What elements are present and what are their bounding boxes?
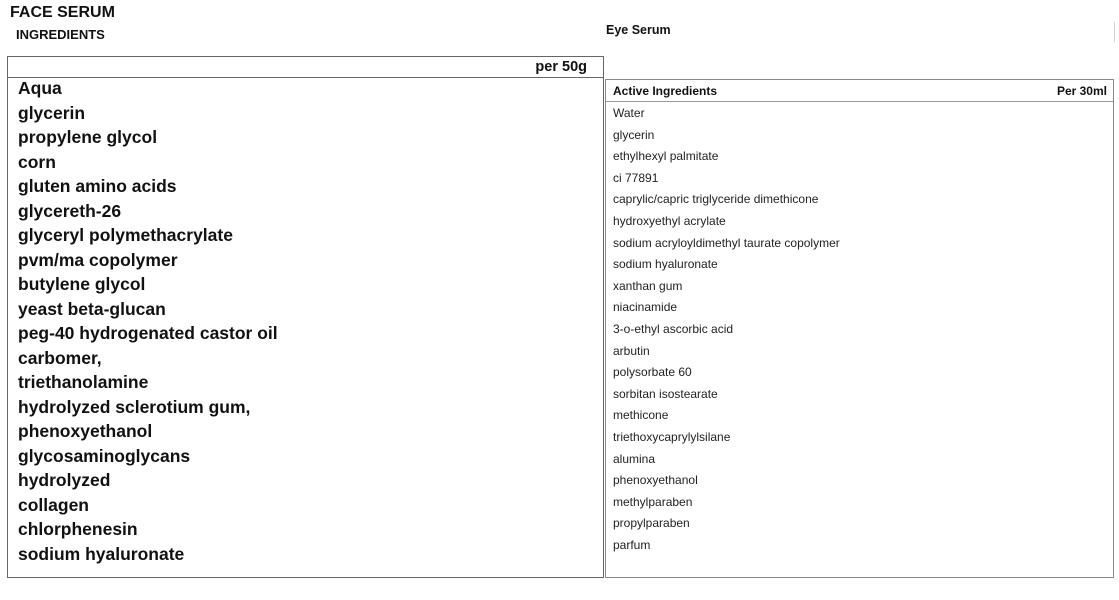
list-item: alumina <box>613 451 656 466</box>
list-item: niacinamide <box>613 300 678 315</box>
eye-column-name: Active Ingredients <box>613 84 718 98</box>
list-item: pvm/ma copolymer <box>18 249 178 270</box>
list-item: arbutin <box>613 343 650 358</box>
list-item: butylene glycol <box>18 274 146 294</box>
list-item: 3-o-ethyl ascorbic acid <box>613 322 734 336</box>
list-item: caprylic/capric triglyceride dimethicone <box>613 192 819 207</box>
eye-table-header <box>606 80 1113 102</box>
list-item: sodium hyaluronate <box>613 257 718 272</box>
list-item: methylparaben <box>613 494 693 509</box>
face-ingredients-subtitle: INGREDIENTS <box>16 27 105 42</box>
list-item: sodium acryloyldimethyl taurate copolymer <box>613 235 840 250</box>
list-item: hydroxyethyl acrylate <box>613 214 726 228</box>
eye-column-per: Per 30ml <box>1056 84 1107 98</box>
list-item: propylparaben <box>613 516 690 531</box>
eye-serum-title: Eye Serum <box>606 23 671 37</box>
list-item: polysorbate 60 <box>613 365 692 380</box>
list-item: ethylhexyl palmitate <box>613 149 719 164</box>
eye-ingredients-table <box>605 79 1114 578</box>
face-ingredients-table <box>7 78 604 578</box>
list-item: glycosaminoglycans <box>18 445 191 466</box>
list-item: triethoxycaprylylsilane <box>613 430 731 444</box>
list-item: sodium hyaluronate <box>18 543 185 564</box>
list-item: hydrolyzed sclerotium gum, <box>18 396 251 417</box>
list-item: chlorphenesin <box>18 519 138 539</box>
list-item: phenoxyethanol <box>18 421 153 441</box>
list-item: triethanolamine <box>18 372 149 392</box>
list-item: glycereth-26 <box>18 200 122 221</box>
list-item: propylene glycol <box>18 127 158 147</box>
list-item: xanthan gum <box>613 278 683 293</box>
face-per-label: per 50g <box>535 59 587 75</box>
page-edge-divider <box>1114 22 1119 42</box>
face-serum-title: FACE SERUM <box>10 4 115 21</box>
list-item: glyceryl polymethacrylate <box>18 225 233 245</box>
list-item: glycerin <box>613 127 655 142</box>
list-item: yeast beta-glucan <box>18 298 166 319</box>
list-item: ci 77891 <box>613 170 659 185</box>
face-table-header <box>7 56 604 78</box>
list-item: corn <box>18 151 56 172</box>
list-item: phenoxyethanol <box>613 473 698 488</box>
list-item: glycerin <box>18 102 86 123</box>
list-item: Water <box>613 106 645 120</box>
list-item: hydrolyzed <box>18 470 111 490</box>
list-item: methicone <box>613 408 669 423</box>
list-item: peg-40 hydrogenated castor oil <box>18 323 278 343</box>
list-item: parfum <box>613 538 651 552</box>
list-item: carbomer, <box>18 347 102 368</box>
list-item: gluten amino acids <box>18 176 177 196</box>
list-item: sorbitan isostearate <box>613 386 718 401</box>
list-item: collagen <box>18 494 89 515</box>
list-item: Aqua <box>18 78 62 98</box>
